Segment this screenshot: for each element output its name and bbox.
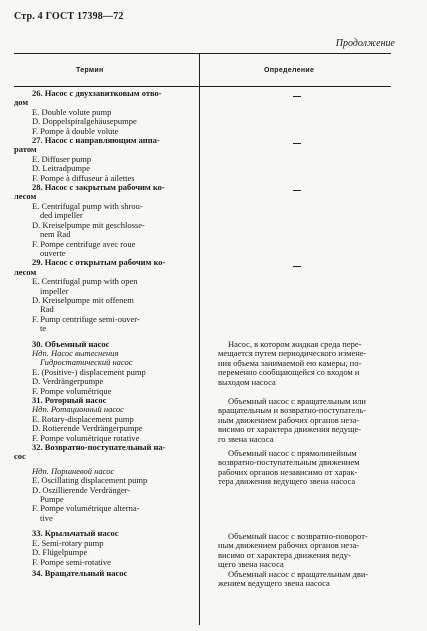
term-title: 33. Крыльчатый насос (32, 528, 119, 539)
term-title: 27. Насос с направляющим аппа- (32, 135, 160, 146)
term-31 (14, 396, 199, 443)
term-27 (14, 136, 199, 183)
definition-32 (218, 449, 392, 487)
terms-column (14, 89, 199, 578)
term-fr-cont: tive (40, 512, 53, 523)
term-fr: F. Pump centrifuge semi-ouver- (32, 313, 140, 324)
definition-line: висимо от характера движения веду- (218, 549, 351, 560)
definition-dash-28 (293, 190, 301, 191)
term-fr-cont: te (40, 323, 47, 334)
definition-line: Насос, в котором жидкая среда пере- (228, 339, 362, 349)
definition-dash-26 (293, 96, 301, 97)
term-de: D. Doppelspiralgehäusepumpe (32, 116, 137, 127)
term-title-cont: сос (14, 451, 26, 462)
term-title-cont: лесом (14, 191, 37, 202)
definition-line: ным движением рабочих органов неза- (218, 414, 360, 425)
term-32 (14, 443, 199, 523)
term-de-cont: Rad (40, 304, 54, 315)
term-28 (14, 183, 199, 258)
table-top-rule (14, 53, 391, 54)
definition-line: висимо от характера движения ведуще- (218, 424, 362, 435)
definition-31 (218, 397, 392, 444)
definition-34 (218, 570, 392, 589)
term-en-cont: ded impeller (40, 210, 83, 221)
term-title-cont: дом (14, 97, 29, 108)
term-29 (14, 258, 199, 333)
term-en: E. Centrifugal pump with shrou- (32, 200, 143, 211)
definition-30 (218, 340, 392, 387)
term-title: 34. Вращательный насос (32, 567, 128, 578)
term-de: D. Flügelpumpe (32, 547, 88, 558)
definition-line: Объемный насос с вращательным дви- (228, 569, 369, 579)
continuation-label: Продолжение (335, 38, 395, 49)
definition-line: Объемный насос с возвратно-поворот- (228, 531, 368, 541)
definition-line: Объемный насос с вращательным или (228, 396, 366, 406)
term-en: E. Double volute pump (32, 106, 112, 117)
column-divider (199, 53, 200, 625)
term-en: E. Rotary-displacement pump (32, 413, 134, 424)
definition-dash-27 (293, 143, 301, 144)
term-de: D. Oszillierende Verdränger- (32, 484, 131, 495)
term-fr: F. Pompe volumétrique (32, 385, 112, 396)
definition-line: переменно сообщающейся со входом и (218, 367, 360, 378)
term-title: 28. Насос с закрытым рабочим ко- (32, 182, 165, 193)
term-en: E. Semi-rotary pump (32, 537, 104, 548)
term-title: 31. Роторный насос (32, 395, 107, 405)
definition-line: вращательным и возвратно-поступатель- (218, 405, 367, 416)
term-ndp-cont: Гидростатический насос (40, 357, 133, 368)
term-fr: F. Pompe semi-rotative (32, 556, 111, 567)
page-header: Стр. 4 ГОСТ 17398—72 (14, 11, 124, 22)
term-33 (14, 529, 199, 567)
term-ndp: Ндп. Поршневой насос (32, 465, 115, 476)
term-ndp: Ндп. Насос вытеснения (32, 347, 119, 358)
definition-line: го звена насоса (218, 433, 274, 444)
definition-33 (218, 532, 392, 570)
definition-line: Объемный насос с прямолинейным (228, 448, 357, 458)
term-fr: F. Pompe à double volute (32, 125, 119, 136)
term-30 (14, 340, 199, 396)
term-en-cont: impeller (40, 285, 69, 296)
term-de: D. Kreiselpumpe mit geschlosse- (32, 219, 145, 230)
term-ndp: Ндп. Ротационный насос (32, 404, 124, 415)
term-en: E. (Positive-) displacement pump (32, 366, 146, 377)
term-de-cont: Pumpe (40, 494, 64, 505)
definition-line: щего звена насоса (218, 559, 284, 570)
term-title: 32. Возвратно-поступательный на- (32, 442, 166, 453)
definition-line: мещается путем периодического измене- (218, 348, 367, 359)
term-en: E. Oscillating displacement pump (32, 475, 148, 486)
term-de-cont: nem Rad (40, 229, 71, 240)
term-title-cont: лесом (14, 266, 37, 277)
table-header-rule (14, 86, 391, 87)
definition-line: возвратно-поступательным движением (218, 457, 360, 468)
definition-line: рабочих органов независимо от харак- (218, 466, 358, 477)
definition-line: ным движением рабочих органов неза- (218, 540, 360, 551)
definition-dash-29 (293, 266, 301, 267)
column-header-definition: Определение (264, 67, 315, 74)
term-fr: F. Pompe centrifuge avec roue (32, 238, 136, 249)
definition-line: выходом насоса (218, 376, 276, 387)
term-de: D. Kreiselpumpe mit offenem (32, 294, 134, 305)
term-26 (14, 89, 199, 136)
definition-line: ния объема занимаемой ею камеры, по- (218, 357, 362, 368)
term-fr: F. Pompe volumétrique rotative (32, 432, 140, 443)
definition-line: тера движения ведущего звена насоса (218, 476, 356, 487)
term-title: 26. Насос с двухзавитковым отво- (32, 88, 162, 98)
term-de: D. Leitradpumpe (32, 163, 91, 174)
term-de: D. Verdrängerpumpe (32, 376, 104, 387)
term-fr: F. Pompe volumétrique alterna- (32, 503, 140, 514)
term-en: E. Centrifugal pump with open (32, 276, 138, 287)
term-title: 30. Объемный насос (32, 338, 110, 349)
term-34 (14, 569, 199, 578)
term-de: D. Rotierende Verdrängerpumpe (32, 423, 143, 434)
term-title-cont: ратом (14, 144, 37, 155)
term-fr-cont: ouverte (40, 247, 66, 258)
definition-line: жением ведущего звена насоса (218, 578, 330, 589)
term-title: 29. Насос с открытым рабочим ко- (32, 257, 166, 268)
term-fr: F. Pompe à diffuseur à ailettes (32, 172, 135, 183)
term-en: E. Diffuser pump (32, 153, 92, 164)
column-header-term: Термин (76, 67, 104, 74)
